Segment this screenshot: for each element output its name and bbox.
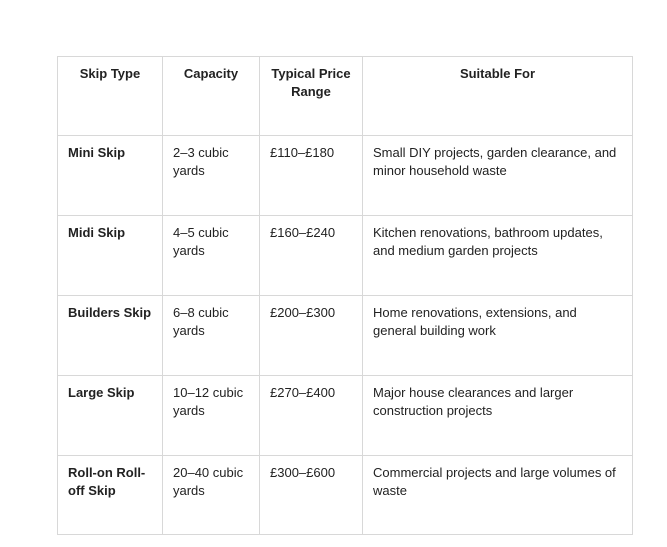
suitable-for-cell: Major house clearances and larger construction projects bbox=[363, 376, 633, 456]
table-row bbox=[58, 456, 633, 535]
table-header-row bbox=[58, 57, 633, 136]
suitable-for-cell: Home renovations, extensions, and general building work bbox=[363, 296, 633, 376]
skip-type-cell: Midi Skip bbox=[58, 216, 163, 296]
price-cell: £160–£240 bbox=[260, 216, 363, 296]
capacity-cell: 6–8 cubic yards bbox=[163, 296, 260, 376]
header-suitable-for: Suitable For bbox=[363, 57, 633, 136]
capacity-cell: 10–12 cubic yards bbox=[163, 376, 260, 456]
price-cell: £300–£600 bbox=[260, 456, 363, 535]
skip-type-cell: Mini Skip bbox=[58, 136, 163, 216]
header-price-range: Typical Price Range bbox=[260, 57, 363, 136]
skip-comparison-table bbox=[57, 56, 633, 535]
table-row bbox=[58, 376, 633, 456]
price-cell: £110–£180 bbox=[260, 136, 363, 216]
table-row bbox=[58, 296, 633, 376]
capacity-cell: 2–3 cubic yards bbox=[163, 136, 260, 216]
suitable-for-cell: Commercial projects and large volumes of waste bbox=[363, 456, 633, 535]
skip-type-cell: Builders Skip bbox=[58, 296, 163, 376]
skip-type-cell: Large Skip bbox=[58, 376, 163, 456]
suitable-for-cell: Small DIY projects, garden clearance, and minor household waste bbox=[363, 136, 633, 216]
table-row bbox=[58, 216, 633, 296]
skip-type-cell: Roll-on Roll-off Skip bbox=[58, 456, 163, 535]
price-cell: £270–£400 bbox=[260, 376, 363, 456]
suitable-for-cell: Kitchen renovations, bathroom updates, and medium garden projects bbox=[363, 216, 633, 296]
capacity-cell: 4–5 cubic yards bbox=[163, 216, 260, 296]
table-row bbox=[58, 136, 633, 216]
header-capacity: Capacity bbox=[163, 57, 260, 136]
capacity-cell: 20–40 cubic yards bbox=[163, 456, 260, 535]
header-skip-type: Skip Type bbox=[58, 57, 163, 136]
price-cell: £200–£300 bbox=[260, 296, 363, 376]
